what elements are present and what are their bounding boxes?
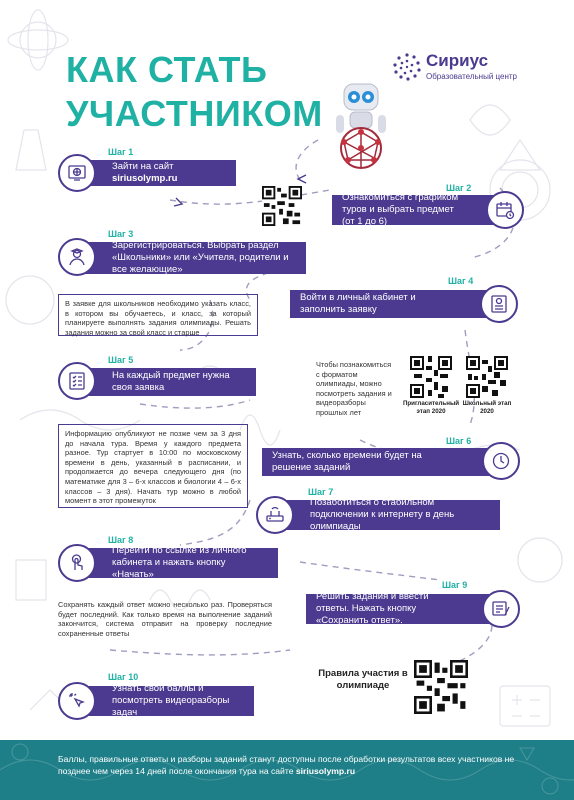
step-7-label: Шаг 7 <box>308 487 334 497</box>
step-10-icon-holder <box>58 682 96 720</box>
sirius-logo-icon <box>392 52 422 82</box>
step-7-icon-holder <box>256 496 294 534</box>
profile-form-icon <box>489 294 509 314</box>
qr-code-schedule-image <box>262 186 302 226</box>
step-3-icon-holder <box>58 238 96 276</box>
step-1-icon-holder <box>58 154 96 192</box>
step-1-site-link[interactable]: siriusolymp.ru <box>112 173 178 184</box>
title-line-1: КАК СТАТЬ <box>66 49 268 90</box>
step-5-label: Шаг 5 <box>108 355 134 365</box>
schedule-icon <box>495 200 515 220</box>
step-1-text: Зайти на сайт siriusolymp.ru <box>112 161 178 184</box>
step-6-text: Узнать, сколько времени будет на решение заданий <box>272 450 422 473</box>
step-4-label: Шаг 4 <box>448 276 474 286</box>
website-icon <box>67 163 87 183</box>
step-7-bar <box>276 497 500 532</box>
step-5-info: Чтобы познакомиться с форматом олимпиады, можно посмотреть задания и видеоразборы прошлых лет <box>316 360 392 417</box>
cursor-click-icon <box>67 691 87 711</box>
tap-icon <box>67 553 87 573</box>
step-2-text: Ознакомиться с графиком туров и выбрать предмет (от 1 до 6) <box>342 192 459 227</box>
tasks-icon <box>491 599 511 619</box>
step-1-label: Шаг 1 <box>108 147 134 157</box>
step-5-text: На каждый предмет нужна своя заявка <box>112 370 230 393</box>
step-9-icon-holder <box>482 590 520 628</box>
step-5-icon-holder <box>58 362 96 400</box>
step-6-label: Шаг 6 <box>446 436 472 446</box>
qr-code-school[interactable] <box>466 356 508 398</box>
rules-label: Правила участия в олимпиаде <box>318 668 408 691</box>
step-8-icon-holder <box>58 544 96 582</box>
step-4-icon-holder <box>480 285 518 323</box>
step-10-text: Узнать свои баллы и посмотреть видеоразборы задач <box>112 683 230 718</box>
step-10-label: Шаг 10 <box>108 672 139 682</box>
step-3-text: Зарегистрироваться. Выбрать раздел «Школьники» или «Учителя, родители и все желающие» <box>112 240 289 275</box>
step-8-text: Перейти по ссылке из личного кабинета и нажать кнопку «Начать» <box>112 545 247 580</box>
clock-icon <box>491 451 511 471</box>
qr-code-invitational-image <box>410 356 452 398</box>
router-icon <box>265 505 285 525</box>
checklist-icon <box>67 371 87 391</box>
page-title <box>66 48 323 136</box>
step-9-label: Шаг 9 <box>442 580 468 590</box>
step-8-bar <box>78 545 278 580</box>
step-9-bar <box>306 591 500 626</box>
step-4-text: Войти в личный кабинет и заполнить заявку <box>300 292 416 315</box>
qr-code-schedule[interactable] <box>262 186 302 226</box>
logo-subtitle: Образовательный центр <box>426 72 517 81</box>
step-2-bar <box>332 192 504 227</box>
step-5-bar <box>78 368 256 396</box>
step-3-bar <box>78 242 306 274</box>
step-10-bar <box>78 683 254 718</box>
step-4-bar <box>290 290 500 318</box>
step-6-bar <box>262 448 502 476</box>
qr-code-rules[interactable] <box>414 660 468 714</box>
step-8-label: Шаг 8 <box>108 535 134 545</box>
step-4-info: В заявке для школьников необходимо указать класс, в котором вы обучаетесь, и класс, за который планируете выполнять задания олимпиады. Решать задания можно за свой класс и старше <box>58 294 258 336</box>
step-9-info: Сохранять каждый ответ можно несколько раз. Проверяться будет последний. Как только время на выполнение заданий закончится, система отправит на проверку последние сохраненные ответы <box>58 600 272 638</box>
qr-caption-invitational: Пригласительный этап 2020 <box>402 400 460 415</box>
step-1-bar <box>78 160 236 186</box>
sirius-logo <box>392 50 542 86</box>
qr-code-school-image <box>466 356 508 398</box>
title-line-2: УЧАСТНИКОМ <box>66 93 323 134</box>
robot-illustration <box>322 82 398 172</box>
qr-caption-school: Школьный этап 2020 <box>462 400 512 415</box>
step-9-text: Решить задания и ввести ответы. Нажать кнопку «Сохранить ответ». <box>316 591 429 626</box>
step-2-icon-holder <box>486 191 524 229</box>
logo-name: Сириус <box>426 51 489 70</box>
step-6-icon-holder <box>482 442 520 480</box>
step-7-text: Позаботиться о стабильном подключении к интернету в день олимпиады <box>310 497 455 532</box>
qr-code-rules-image <box>414 660 468 714</box>
qr-code-invitational[interactable] <box>410 356 452 398</box>
step-3-label: Шаг 3 <box>108 229 134 239</box>
step-2-label: Шаг 2 <box>446 183 472 193</box>
step-6-info: Информацию опубликуют не позже чем за 3 дня до начала тура. Время у каждого предмета разное. Тур стартует в 10:00 по московскому времени в день, указанный в расписании, и продолжается до вечера следующего дня (по математике для 3 – 6-х классов и биологии 4 – 6-х классов – 3 дня). Начать тур можно в любой момент в этот промежуток <box>58 424 248 508</box>
footer-site-link[interactable]: siriusolymp.ru <box>295 766 356 776</box>
footer-text: Баллы, правильные ответы и разборы заданий станут доступны после обработки результатов всех участников не позднее чем через 14 дней после окончания тура на сайте siriusolymp.ru <box>58 754 515 776</box>
student-icon <box>67 247 87 267</box>
footer-banner <box>0 740 574 800</box>
